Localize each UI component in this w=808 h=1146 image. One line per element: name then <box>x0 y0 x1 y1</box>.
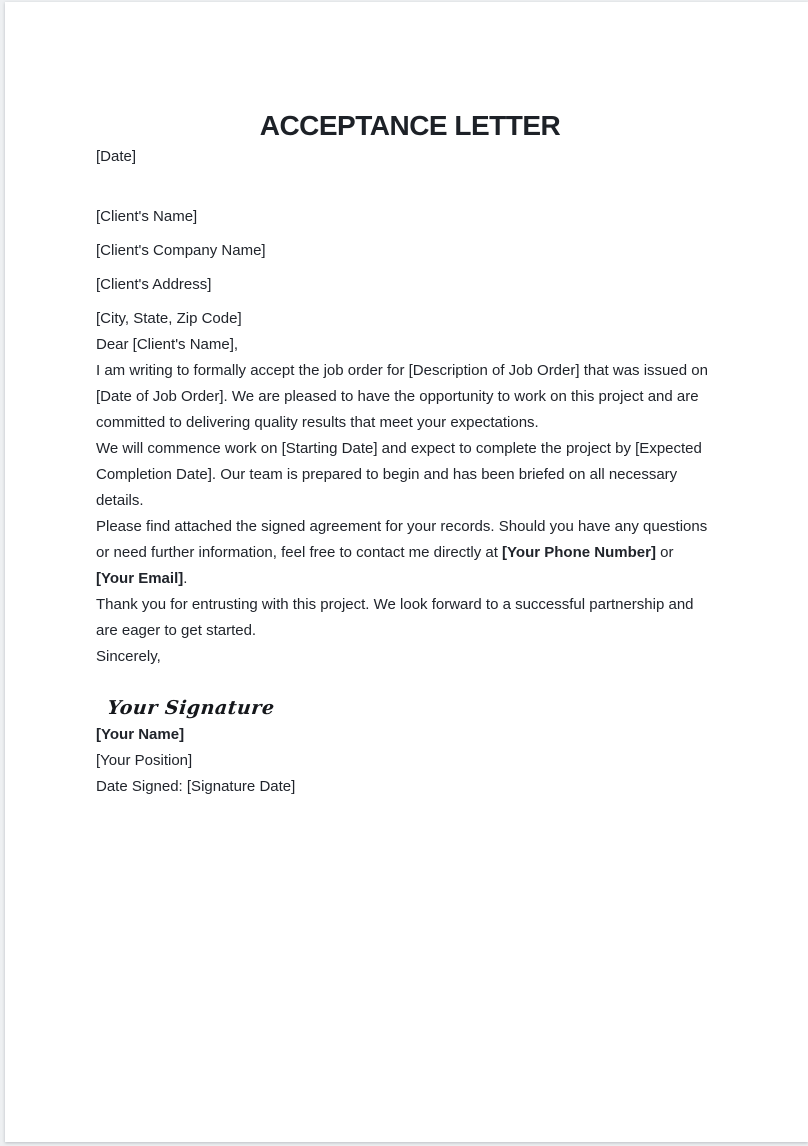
recipient-address: [Client's Address] <box>96 276 212 293</box>
closing: Sincerely, <box>96 648 161 665</box>
recipient-block <box>96 204 708 332</box>
paragraph-schedule: We will commence work on [Starting Date] and expect to complete the project by [Expected Completion Date]. Our team is prepared to begin and has been briefed on all necessary details. <box>96 440 702 509</box>
signer-position: [Your Position] <box>96 752 193 769</box>
recipient-name: [Client's Name] <box>96 208 198 225</box>
letter-content <box>5 108 708 800</box>
contact-text-lead: Please find attached the signed agreement for your records. Should you have any questions or need further information, feel free to contact me directly at <box>96 518 708 561</box>
signer-name: [Your Name] <box>96 726 185 743</box>
date-placeholder: [Date] <box>96 148 137 165</box>
recipient-company: [Client's Company Name] <box>96 242 266 259</box>
letter-page <box>5 2 808 1142</box>
paragraph-thanks: Thank you for entrusting with this project. We look forward to a successful partnership and are eager to get started. <box>96 596 694 639</box>
phone-placeholder: [Your Phone Number] <box>502 544 656 561</box>
contact-text-period: . <box>183 570 188 587</box>
email-placeholder: [Your Email] <box>96 570 184 587</box>
paragraph-contact <box>96 514 708 592</box>
signature-script: Your Signature <box>106 697 276 719</box>
letter-title: ACCEPTANCE LETTER <box>259 110 561 141</box>
date-signed: Date Signed: [Signature Date] <box>96 778 296 795</box>
recipient-city-state-zip: [City, State, Zip Code] <box>96 310 242 327</box>
contact-text-or: or <box>655 544 674 561</box>
paragraph-acceptance: I am writing to formally accept the job order for [Description of Job Order] that was issued on [Date of Job Order]. We are pleased to have the opportunity to work on this project and are committed to delivering quality results that meet your expectations. <box>96 362 708 431</box>
salutation: Dear [Client's Name], <box>96 336 239 353</box>
